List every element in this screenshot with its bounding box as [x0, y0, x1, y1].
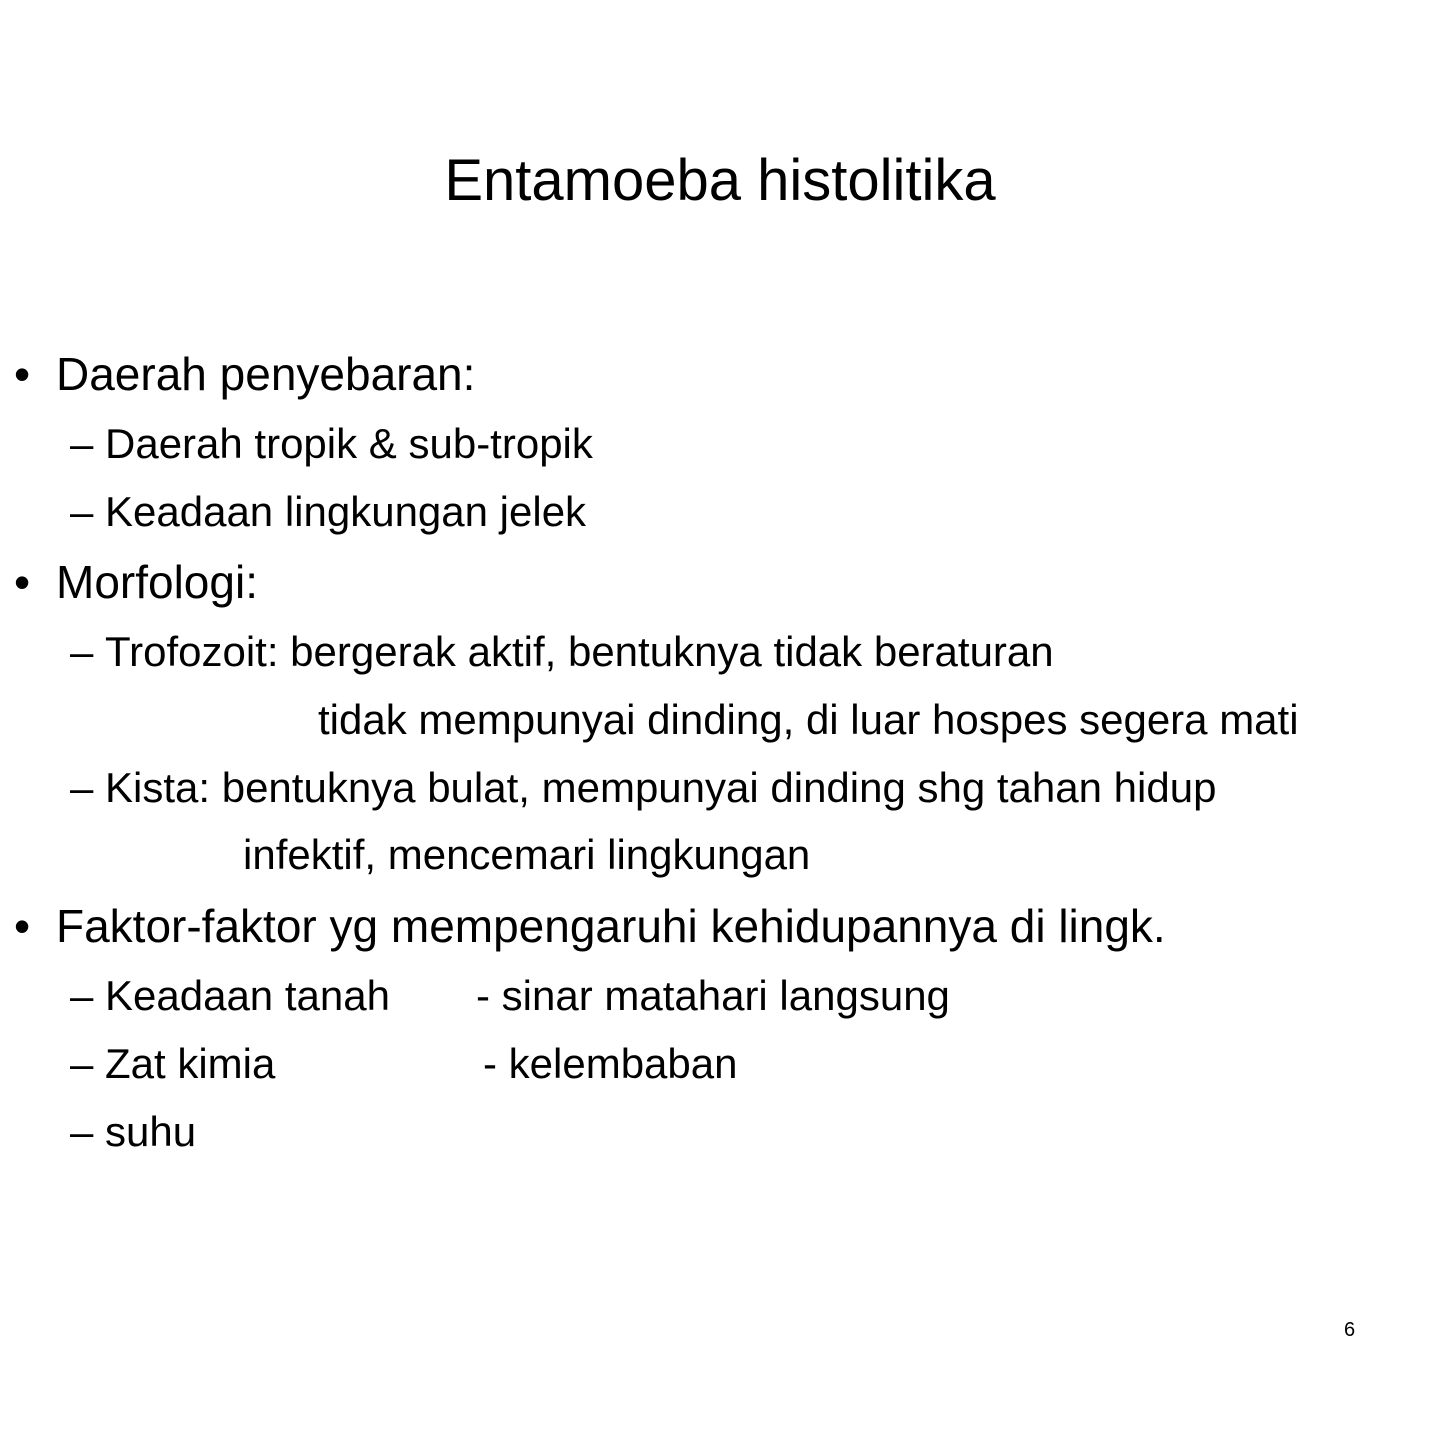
dash-marker: –	[70, 628, 94, 675]
dash-marker: –	[70, 488, 94, 535]
sub-item-right: - kelembaban	[483, 1040, 738, 1087]
sub-item-trofozoit-continued: tidak mempunyai dinding, di luar hospes segera mati	[318, 696, 1299, 743]
bullet-marker: •	[14, 348, 31, 400]
dash-marker: –	[70, 1040, 94, 1087]
sub-item-kista: Kista: bentuknya bulat, mempunyai dinding shg tahan hidup	[105, 764, 1217, 811]
slide-title: Entamoeba histolitika	[444, 148, 996, 213]
sub-item-kista-continued: infektif, mencemari lingkungan	[243, 831, 811, 878]
sub-item: Daerah tropik & sub-tropik	[105, 420, 593, 467]
dash-marker: –	[70, 1108, 94, 1155]
dash-marker: –	[70, 764, 94, 811]
sub-item-right: - sinar matahari langsung	[476, 972, 950, 1019]
sub-item: suhu	[105, 1108, 197, 1155]
sub-item: Zat kimia	[105, 1040, 276, 1087]
page-number: 6	[1344, 1319, 1356, 1341]
bullet-marker: •	[14, 900, 31, 952]
bullet-daerah-penyebaran: Daerah penyebaran:	[56, 348, 476, 400]
bullet-morfologi: Morfologi:	[56, 556, 258, 608]
sub-item: Keadaan tanah	[105, 972, 390, 1019]
dash-marker: –	[70, 972, 94, 1019]
dash-marker: –	[70, 420, 94, 467]
bullet-faktor-faktor: Faktor-faktor yg mempengaruhi kehidupannya di lingk.	[56, 900, 1166, 952]
sub-item: Keadaan lingkungan jelek	[105, 488, 587, 535]
sub-item-trofozoit: Trofozoit: bergerak aktif, bentuknya tidak beraturan	[105, 628, 1054, 675]
bullet-marker: •	[14, 556, 31, 608]
